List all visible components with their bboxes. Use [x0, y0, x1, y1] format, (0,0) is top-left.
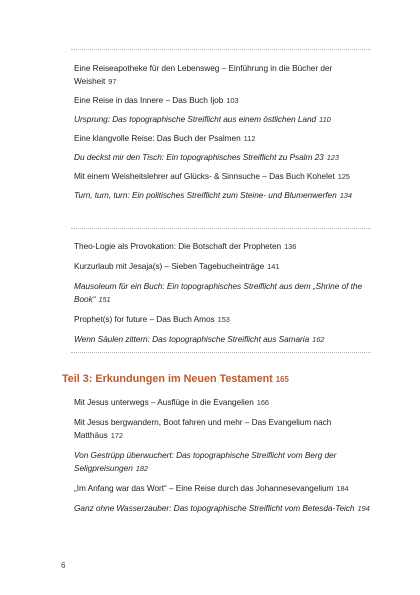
part-heading[interactable] [62, 373, 289, 385]
entry-title: Eine Reiseapotheke für den Lebensweg – Einführung in die Bücher der Weisheit [74, 63, 333, 86]
entry-page: 103 [226, 96, 239, 105]
toc-entry[interactable] [74, 313, 374, 326]
entry-page: 172 [110, 430, 123, 440]
entry-page: 166 [256, 398, 269, 407]
toc-entry[interactable] [74, 94, 374, 107]
entry-page: 97 [108, 76, 117, 86]
entry-page: 112 [243, 134, 256, 143]
toc-section-new-testament [74, 396, 374, 515]
toc-entry[interactable] [74, 449, 374, 475]
entry-page: 194 [357, 504, 370, 513]
entry-title: Ganz ohne Wasserzauber: Das topographische Streiflicht vom Betesda-Teich [74, 503, 355, 513]
toc-entry[interactable] [74, 240, 374, 253]
toc-entry[interactable] [74, 260, 374, 273]
part-title: Teil 3: Erkundungen im Neuen Testament [62, 373, 273, 385]
entry-title: Mausoleum für ein Buch: Ein topographisches Streiflicht aus dem „Shrine of the Book“ [74, 281, 363, 304]
entry-page: 136 [284, 242, 297, 251]
entry-page: 141 [267, 262, 280, 271]
entry-title: Eine Reise in das Innere – Das Buch Ijob [74, 95, 224, 105]
entry-title: Turn, turn, turn: Ein politisches Streiflicht zum Steine- und Blumenwerfen [74, 190, 337, 200]
page-number: 6 [61, 561, 66, 570]
entry-page: 123 [326, 153, 339, 162]
toc-entry[interactable] [74, 482, 374, 495]
entry-title: Eine klangvolle Reise: Das Buch der Psalmen [74, 133, 241, 143]
entry-title: „Im Anfang war das Wort“ – Eine Reise durch das Johannesevangelium [74, 483, 334, 493]
entry-page: 125 [337, 172, 350, 181]
toc-entry[interactable] [74, 189, 374, 202]
section-divider [71, 352, 371, 353]
entry-page: 153 [217, 315, 230, 324]
toc-entry[interactable] [74, 62, 374, 88]
entry-page: 162 [312, 335, 325, 344]
section-divider [71, 49, 371, 50]
entry-page: 151 [98, 294, 111, 304]
toc-entry[interactable] [74, 280, 374, 306]
entry-title: Mit einem Weisheitslehrer auf Glücks- & Sinnsuche – Das Buch Kohelet [74, 171, 335, 181]
entry-title: Mit Jesus bergwandern, Boot fahren und mehr – Das Evangelium nach Matthäus [74, 417, 332, 440]
entry-page: 182 [135, 463, 148, 473]
part-page: 165 [275, 375, 289, 384]
toc-entry[interactable] [74, 502, 374, 515]
entry-title: Kurzurlaub mit Jesaja(s) – Sieben Tagebucheinträge [74, 261, 265, 271]
toc-entry[interactable] [74, 170, 374, 183]
entry-page: 134 [339, 191, 352, 200]
section-divider [71, 228, 371, 229]
entry-title: Theo-Logie als Provokation: Die Botschaft der Propheten [74, 241, 282, 251]
toc-entry[interactable] [74, 132, 374, 145]
entry-page: 184 [336, 484, 349, 493]
entry-title: Mit Jesus unterwegs – Ausflüge in die Evangelien [74, 397, 254, 407]
entry-title: Du deckst mir den Tisch: Ein topographisches Streiflicht zu Psalm 23 [74, 152, 324, 162]
entry-title: Ursprung: Das topographische Streiflicht aus einem östlichen Land [74, 114, 317, 124]
toc-entry[interactable] [74, 416, 374, 442]
toc-section-prophets [74, 240, 374, 346]
toc-entry[interactable] [74, 333, 374, 346]
toc-section-wisdom [74, 62, 374, 202]
toc-entry[interactable] [74, 396, 374, 409]
entry-title: Wenn Säulen zittern: Das topographische Streiflicht aus Samaria [74, 334, 310, 344]
entry-title: Prophet(s) for future – Das Buch Amos [74, 314, 215, 324]
toc-entry[interactable] [74, 113, 374, 126]
entry-page: 110 [319, 115, 331, 124]
entry-title: Von Gestrüpp überwuchert: Das topographische Streiflicht vom Berg der Seligpreisungen [74, 450, 337, 473]
toc-entry[interactable] [74, 151, 374, 164]
